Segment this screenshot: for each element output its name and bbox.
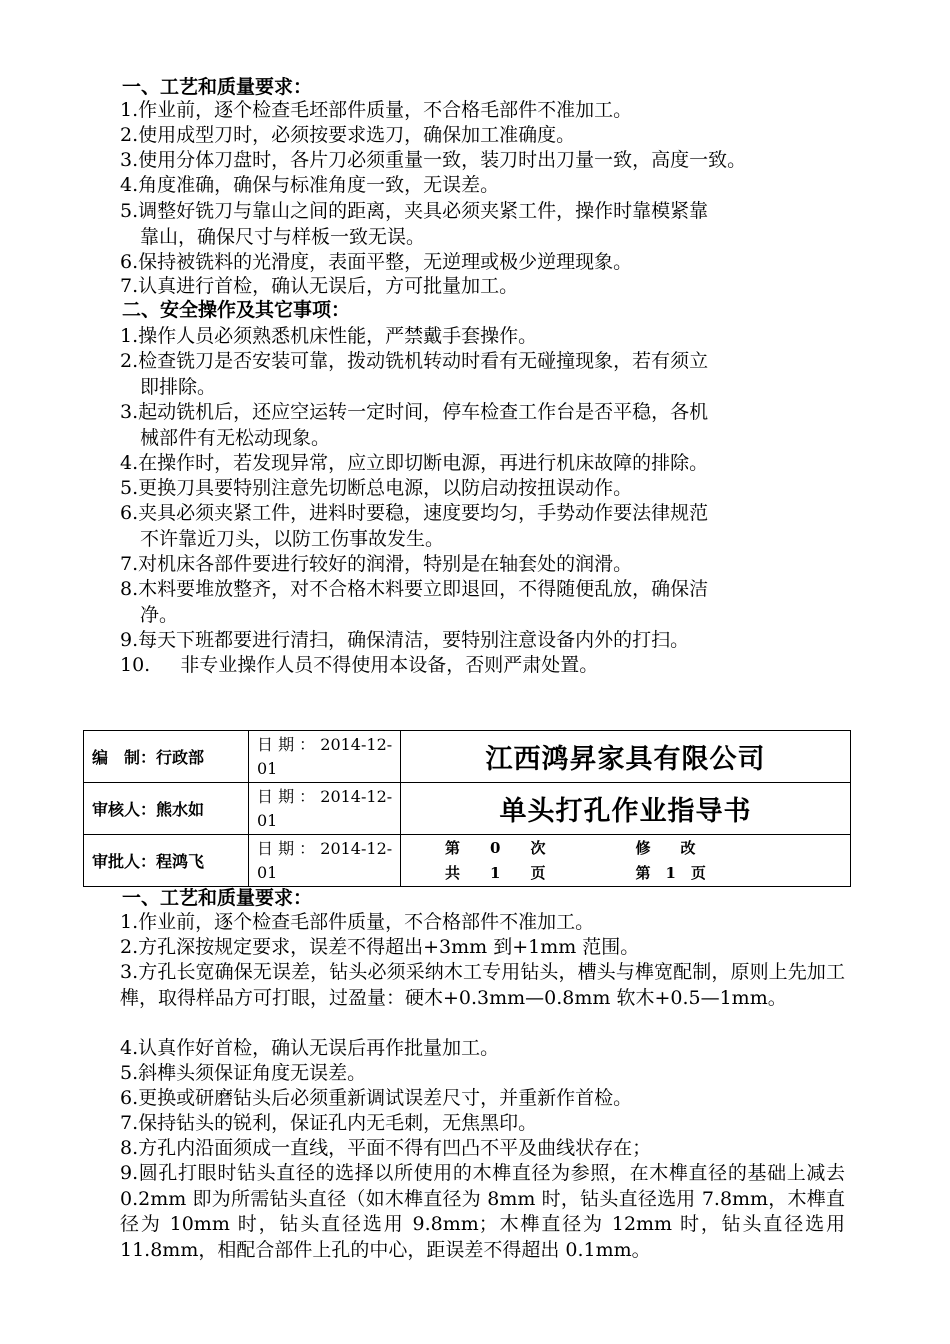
document-title: 单头打孔作业指导书 <box>401 783 851 835</box>
list-item: 6.夹具必须夹紧工件，进料时要稳，速度要均匀，手势动作要法律规范 不许靠近刀头，以防工伤事故发生。 <box>120 502 709 550</box>
approved-by: 审批人：程鸿飞 <box>84 835 249 887</box>
list-item: 10. 非专业操作人员不得使用本设备，否则严肃处置。 <box>120 654 599 676</box>
list-item: 1.作业前，逐个检查毛部件质量，不合格部件不准加工。 <box>120 911 595 933</box>
list-item: 2.检查铣刀是否安装可靠，拨动铣机转动时看有无碰撞现象，若有须立 即排除。 <box>120 350 709 398</box>
list-item: 1.操作人员必须熟悉机床性能，严禁戴手套操作。 <box>120 325 538 347</box>
section2-heading: 二、安全操作及其它事项： <box>122 299 351 321</box>
document-header-table <box>83 730 851 887</box>
list-item: 9.每天下班都要进行清扫，确保清洁，要特别注意设备内外的打扫。 <box>120 629 690 651</box>
company-name: 江西鸿昇家具有限公司 <box>401 731 851 783</box>
list-item: 3.方孔长宽确保无误差，钻头必须采纳木工专用钻头，槽头与榫宽配制，原则上先加工榫，取得样品方可打眼，过盈量：硬木+0.3mm—0.8mm 软木+0.5—1mm。 <box>120 961 845 1009</box>
reviewed-date: 日 期 ： 2014-12-01 <box>249 783 401 835</box>
section1-bottom-heading: 一、工艺和质量要求： <box>122 887 313 909</box>
list-item: 2.方孔深按规定要求，误差不得超出+3mm 到+1mm 范围。 <box>120 936 640 958</box>
list-item: 4.角度准确，确保与标准角度一致，无误差。 <box>120 174 500 196</box>
list-item: 2.使用成型刀时，必须按要求选刀，确保加工准确度。 <box>120 124 576 146</box>
list-item: 8.木料要堆放整齐，对不合格木料要立即退回，不得随便乱放，确保洁 净。 <box>120 578 709 626</box>
page-line: 共 1 页 第 1 页 <box>445 863 706 882</box>
list-item: 4.在操作时，若发现异常，应立即切断电源，再进行机床故障的排除。 <box>120 452 709 474</box>
list-item: 7.认真进行首检，确认无误后，方可批量加工。 <box>120 275 519 297</box>
list-item: 5.斜榫头须保证角度无误差。 <box>120 1062 367 1084</box>
list-item: 4.认真作好首检，确认无误后再作批量加工。 <box>120 1037 500 1059</box>
list-item: 5.更换刀具要特别注意先切断总电源，以防启动按扭误动作。 <box>120 477 633 499</box>
table-row <box>84 835 851 887</box>
prepared-by: 编 制：行政部 <box>84 731 249 783</box>
revision-info <box>401 835 851 887</box>
list-item: 6.更换或研磨钻头后必须重新调试误差尺寸，并重新作首检。 <box>120 1087 633 1109</box>
table-row <box>84 783 851 835</box>
table-row <box>84 731 851 783</box>
list-item: 1.作业前，逐个检查毛坯部件质量，不合格毛部件不准加工。 <box>120 99 633 121</box>
list-item: 7.保持钻头的锐利，保证孔内无毛刺，无焦黑印。 <box>120 1112 538 1134</box>
approved-date: 日 期 ： 2014-12-01 <box>249 835 401 887</box>
list-item: 3.使用分体刀盘时，各片刀必须重量一致，装刀时出刀量一致，高度一致。 <box>120 149 747 171</box>
prepared-date: 日 期 ： 2014-12-01 <box>249 731 401 783</box>
list-item: 6.保持被铣料的光滑度，表面平整，无逆理或极少逆理现象。 <box>120 251 633 273</box>
list-item: 9.圆孔打眼时钻头直径的选择以所使用的木榫直径为参照，在木榫直径的基础上减去 0.2mm 即为所需钻头直径（如木榫直径为 8mm 时，钻头直径选用 7.8mm，木榫直径为 10mm 时，钻头直径选用 9.8mm；木榫直径为 12mm 时，钻头直径选用 11.8mm，相配合部件上孔的中心，距误差不得超出 0.1mm。 <box>120 1162 845 1261</box>
list-item: 7.对机床各部件要进行较好的润滑，特别是在轴套处的润滑。 <box>120 553 633 575</box>
revision-line: 第 0 次 修 改 <box>445 838 696 857</box>
section1-heading: 一、工艺和质量要求： <box>122 76 313 98</box>
list-item: 8.方孔内沿面须成一直线，平面不得有凹凸不平及曲线状存在； <box>120 1137 652 1159</box>
list-item: 3.起动铣机后，还应空运转一定时间，停车检查工作台是否平稳，各机 械部件有无松动现象。 <box>120 401 709 449</box>
reviewed-by: 审核人：熊水如 <box>84 783 249 835</box>
list-item: 5.调整好铣刀与靠山之间的距离，夹具必须夹紧工件，操作时靠模紧靠 靠山，确保尺寸与样板一致无误。 <box>120 200 709 248</box>
